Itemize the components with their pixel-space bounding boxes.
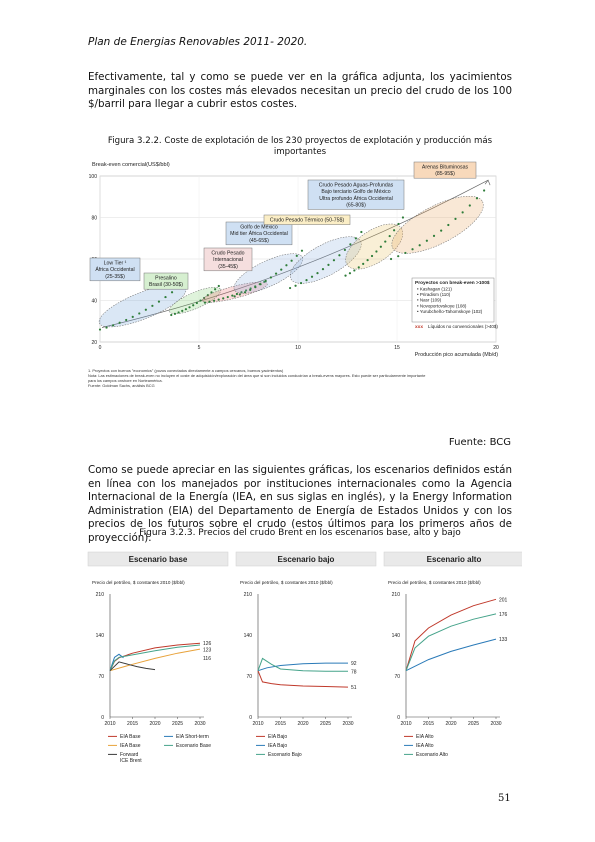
y-tick-label: 140	[243, 632, 252, 639]
page-number: 51	[498, 793, 511, 804]
y-tick-label: 140	[391, 632, 400, 639]
project-point	[185, 308, 187, 310]
cluster-label: (45-65$)	[249, 237, 269, 244]
project-point	[338, 254, 340, 256]
cluster-label: Arenas Bituminosas	[421, 164, 469, 171]
cluster-label: Golfo de México	[240, 224, 278, 231]
x-tick-label: 2025	[171, 721, 184, 727]
legend-item: • Yurubcheño-Tahomskoye (102)	[417, 308, 483, 314]
project-point	[294, 285, 296, 287]
series-line	[258, 671, 348, 687]
y-tick-label: 210	[391, 591, 400, 598]
series-line	[110, 649, 200, 671]
x-tick-label: 2010	[400, 721, 412, 727]
project-point	[213, 300, 215, 302]
project-point	[380, 246, 382, 248]
project-point	[371, 255, 373, 257]
panel-ylabel: Precio del petróleo, $ constantes 2010 ($/bbl)	[240, 580, 333, 585]
project-point	[411, 248, 413, 250]
y-tick-label: 140	[95, 632, 104, 639]
legend-label: ICE Brent	[120, 758, 142, 764]
y-tick-label: 40	[91, 298, 97, 305]
cluster-label: Low Tier ¹	[103, 260, 127, 267]
panel-ylabel: Precio del petróleo, $ constantes 2010 ($/bbl)	[92, 580, 185, 585]
end-value-label: 126	[203, 641, 212, 648]
project-point	[344, 275, 346, 277]
project-point	[132, 316, 134, 318]
legend-label: EIA Base	[120, 734, 141, 740]
legend-note: Líquidos no convencionales (>40$)	[428, 324, 498, 329]
panel-title: Escenario base	[128, 555, 188, 564]
project-point	[433, 235, 435, 237]
project-point	[316, 272, 318, 274]
x-tick-label: 2020	[445, 721, 457, 727]
project-point	[231, 294, 233, 296]
project-point	[349, 243, 351, 245]
project-point	[322, 268, 324, 270]
x-tick-label: 2015	[274, 721, 287, 727]
cluster-label: (35-45$)	[218, 263, 238, 270]
end-value-label: 133	[499, 637, 508, 644]
project-point	[353, 269, 355, 271]
y-tick-label: 80	[91, 215, 97, 222]
x-tick-label: 2025	[467, 721, 480, 727]
y-axis-title: Break-even comercial(US$/bbl)	[92, 162, 170, 168]
legend-title: Proyectos con break-even >100$	[415, 281, 490, 286]
end-value-label: 92	[351, 661, 357, 668]
project-point	[199, 299, 201, 301]
project-point	[236, 293, 238, 295]
project-point	[218, 299, 220, 301]
project-point	[344, 249, 346, 251]
paragraph-intro: Efectivamente, tal y como se puede ver en la gráfica adjunta, los yacimientos marginales con los costes más elevados necesitan un precio del crudo de los 100 $/barril para llegar a cubrir estos costes.	[88, 71, 512, 111]
panel-title: Escenario bajo	[277, 555, 335, 564]
y-tick-label: 70	[246, 673, 252, 680]
project-point	[254, 286, 256, 288]
project-point	[227, 296, 229, 298]
project-point	[384, 240, 386, 242]
project-point	[426, 240, 428, 242]
project-point	[454, 218, 456, 220]
project-point	[214, 288, 216, 290]
project-point	[462, 211, 464, 213]
project-point	[440, 230, 442, 232]
end-value-label: 116	[203, 655, 211, 662]
project-point	[389, 235, 391, 237]
figure2-caption: Figura 3.2.3. Precios del crudo Brent en los escenarios base, alto y bajo	[139, 528, 461, 538]
legend-label: Escenario Alto	[416, 752, 448, 758]
legend-label: IEA Base	[120, 743, 141, 749]
legend-marker: xxx	[415, 325, 424, 330]
figure1-caption: Figura 3.2.2. Coste de explotación de los 230 proyectos de explotación y producción más importantes	[107, 136, 493, 157]
project-point	[393, 229, 395, 231]
legend-label: Escenario Base	[176, 743, 212, 749]
cluster-label: Bajo terciario Golfo de México	[321, 189, 391, 196]
project-point	[158, 300, 160, 302]
x-tick-label: 2020	[297, 721, 309, 727]
project-point	[244, 291, 246, 293]
x-tick-label: 2030	[490, 721, 502, 727]
y-tick-label: 210	[243, 591, 252, 598]
legend-item: • Nasr (109)	[417, 297, 442, 303]
y-tick-label: 100	[88, 173, 97, 180]
y-tick-label: 0	[397, 714, 400, 721]
brent-scenarios-charts	[86, 548, 522, 776]
project-point	[390, 258, 392, 260]
project-point	[375, 250, 377, 252]
project-point	[305, 279, 307, 281]
project-point	[218, 285, 220, 287]
project-point	[222, 297, 224, 299]
project-point	[483, 189, 485, 191]
project-point	[249, 289, 251, 291]
figure1-source: Fuente: BCG	[448, 437, 511, 448]
project-point	[404, 252, 406, 254]
cluster-label: Presalino	[155, 275, 177, 282]
x-tick-label: 2020	[149, 721, 161, 727]
project-point	[204, 301, 206, 303]
y-tick-label: 70	[98, 673, 104, 680]
project-point	[358, 266, 360, 268]
project-point	[105, 326, 107, 328]
project-point	[419, 244, 421, 246]
end-value-label: 123	[203, 647, 212, 654]
cluster-label: (25-35$)	[105, 273, 125, 280]
project-point	[397, 255, 399, 257]
project-point	[296, 255, 298, 257]
x-tick-label: 2025	[319, 721, 332, 727]
project-point	[181, 310, 183, 312]
project-point	[112, 324, 114, 326]
project-point	[285, 264, 287, 266]
project-point	[259, 283, 261, 285]
legend-label: EIA Short-term	[176, 734, 209, 740]
x-tick-label: 2030	[194, 721, 206, 727]
project-point	[362, 263, 364, 265]
project-point	[196, 302, 198, 304]
figure-note: Nota: Las estimaciones de break-even no incluyen el coste de adquisición/exploración del área que si son incluidos conducirían a break-evens mayores. Esto puede ser particularmente importante	[88, 373, 426, 378]
project-point	[119, 322, 121, 324]
project-point	[188, 306, 190, 308]
legend-label: EIA Alto	[416, 734, 434, 740]
x-tick-label: 5	[197, 345, 201, 351]
legend-label: EIA Bajo	[268, 734, 288, 740]
figure-note: para los campos onshore en Norteamérica.	[88, 378, 163, 383]
y-tick-label: 210	[95, 591, 104, 598]
x-tick-label: 2015	[126, 721, 139, 727]
scenario-panel	[384, 552, 522, 758]
project-point	[402, 216, 404, 218]
y-tick-label: 0	[249, 714, 252, 721]
project-point	[360, 231, 362, 233]
scenario-panel	[236, 552, 376, 758]
project-point	[239, 293, 241, 295]
y-tick-label: 70	[394, 673, 400, 680]
project-point	[125, 319, 127, 321]
figure-note: 1. Proyectos con buenos "economics" (pozos conectados directamente a campos cercanos, buenos yacimientos)	[88, 368, 284, 373]
scenario-panel	[88, 552, 228, 764]
cluster-label: Brasil (30-50$)	[148, 282, 184, 289]
panel-title: Escenario alto	[426, 555, 482, 564]
series-line	[110, 662, 155, 671]
x-tick-label: 15	[394, 345, 400, 351]
project-point	[447, 224, 449, 226]
project-point	[275, 273, 277, 275]
project-point	[300, 282, 302, 284]
cluster-label: Crudo Pesado Térmico (50-75$)	[269, 217, 345, 224]
cluster-label: Internacional	[213, 257, 243, 264]
end-value-label: 78	[351, 669, 357, 676]
end-value-label: 201	[499, 597, 508, 604]
project-point	[164, 296, 166, 298]
x-tick-label: 10	[295, 345, 301, 351]
project-point	[234, 295, 236, 297]
project-point	[397, 223, 399, 225]
project-point	[151, 305, 153, 307]
project-point	[291, 260, 293, 262]
project-point	[355, 237, 357, 239]
x-tick-label: 2015	[422, 721, 435, 727]
project-point	[208, 301, 210, 303]
legend-label: Forward	[120, 752, 139, 758]
series-line	[258, 658, 348, 671]
project-point	[138, 312, 140, 314]
end-value-label: 176	[499, 611, 508, 618]
paragraph-scenarios: Como se puede apreciar en las siguientes gráficas, los escenarios definidos están en línea con los manejados por instituciones internacionales como la Agencia Internacional de la Energía (IEA, en sus siglas en inglés), y la Energy Information Administration (EIA) del Departamento de Energía de Estados Unidos y con los precios de los futuros sobre el crudo (estos últimos para los primeros años de proyección).	[88, 464, 512, 544]
x-tick-label: 0	[98, 345, 102, 351]
project-point	[280, 269, 282, 271]
figure-note: Fuente: Goldman Sachs, análisis BCG	[88, 383, 155, 388]
project-point	[192, 304, 194, 306]
legend-label: IEA Bajo	[268, 743, 288, 749]
project-point	[170, 314, 172, 316]
x-tick-label: 2030	[342, 721, 354, 727]
project-point	[367, 259, 369, 261]
legend-item: • Priradism (110)	[417, 292, 451, 298]
cluster-label: Crudo Pesado	[211, 250, 245, 257]
project-point	[469, 204, 471, 206]
cluster-label: África Occidental	[95, 267, 135, 274]
end-value-label: 51	[351, 685, 357, 692]
cluster-label: (65-80$)	[346, 202, 366, 209]
legend-label: Escenario Bajo	[268, 752, 302, 758]
project-point	[333, 259, 335, 261]
cluster-label: (85-95$)	[435, 171, 455, 178]
project-point	[265, 280, 267, 282]
y-tick-label: 20	[91, 339, 97, 346]
breakeven-scatter-chart	[86, 158, 510, 428]
project-point	[174, 313, 176, 315]
x-axis-title: Producción pico acumulada (Mb/d)	[414, 352, 498, 358]
project-point	[311, 276, 313, 278]
project-point	[349, 272, 351, 274]
series-line	[406, 599, 496, 670]
cluster-label: Crudo Pesado Aguas-Profundas	[318, 182, 394, 189]
panel-ylabel: Precio del petróleo, $ constantes 2010 ($/bbl)	[388, 580, 481, 585]
project-point	[327, 264, 329, 266]
project-point	[301, 250, 303, 252]
project-point	[289, 287, 291, 289]
y-tick-label: 0	[101, 714, 104, 721]
project-point	[270, 276, 272, 278]
legend-item: • Novoportovskoye (108)	[417, 303, 467, 309]
legend-label: IEA Alto	[416, 743, 434, 749]
project-point	[476, 197, 478, 199]
x-tick-label: 2010	[104, 721, 116, 727]
legend-item: • Kashagan (121)	[417, 286, 452, 292]
cluster-label: Ultra profundo África Occidental	[319, 195, 393, 202]
project-point	[177, 311, 179, 313]
x-tick-label: 2010	[252, 721, 264, 727]
project-point	[99, 328, 101, 330]
project-point	[171, 291, 173, 293]
x-tick-label: 20	[493, 345, 499, 351]
project-point	[210, 291, 212, 293]
cluster-label: Mid tier África Occidental	[230, 231, 288, 238]
project-point	[145, 309, 147, 311]
running-header: Plan de Energias Renovables 2011- 2020.	[88, 36, 308, 48]
